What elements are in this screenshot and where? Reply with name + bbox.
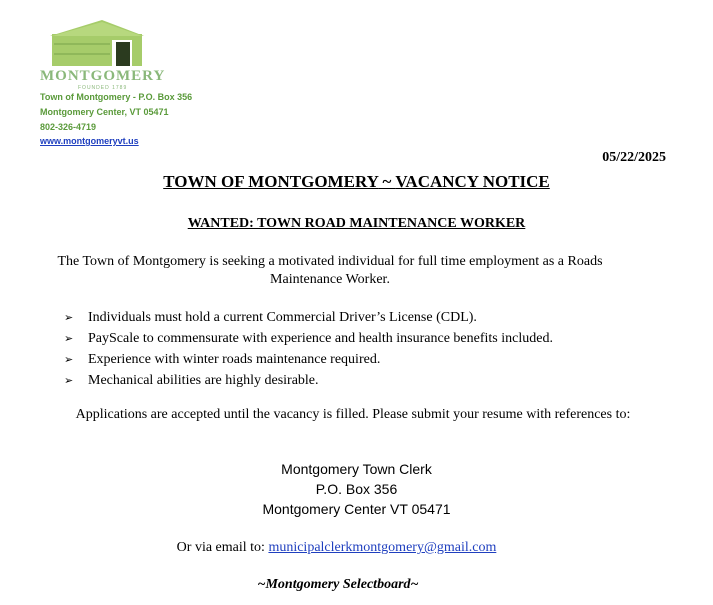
logo-subtitle: FOUNDED 1789 <box>78 85 128 91</box>
header-website-link[interactable]: www.montgomeryvt.us <box>40 136 139 146</box>
arrow-bullet-icon: ➢ <box>64 374 74 387</box>
list-item-text: Experience with winter roads maintenance required. <box>88 352 381 367</box>
list-item-text: PayScale to commensurate with experience and health insurance benefits included. <box>88 331 553 346</box>
list-item <box>64 370 553 391</box>
page-subtitle: WANTED: TOWN ROAD MAINTENANCE WORKER <box>187 216 526 231</box>
arrow-bullet-icon: ➢ <box>64 311 74 324</box>
arrow-bullet-icon: ➢ <box>64 332 74 345</box>
email-link[interactable]: municipalclerkmontgomery@gmail.com <box>268 540 497 555</box>
header-city: Montgomery Center, VT 05471 <box>40 107 169 117</box>
email-line <box>0 540 673 556</box>
apply-paragraph: Applications are accepted until the vacancy is filled. Please submit your resume with references to: <box>75 407 631 422</box>
mail-recipient: Montgomery Town Clerk <box>281 461 432 477</box>
signature: ~Montgomery Selectboard~ <box>257 577 419 592</box>
mail-city: Montgomery Center VT 05471 <box>262 501 451 517</box>
covered-bridge-icon <box>40 14 160 74</box>
header-address: Town of Montgomery - P.O. Box 356 <box>40 92 193 102</box>
email-prefix: Or via email to: <box>176 540 269 555</box>
title-part-1: TOWN OF MONTGOMERY <box>163 172 379 191</box>
logo-wordmark: MONTGOMERY <box>40 68 166 84</box>
intro-paragraph: The Town of Montgomery is seeking a motivated individual for full time employment as a Roads Maintenance Worker. <box>57 254 603 287</box>
list-item <box>64 307 553 328</box>
header-phone: 802-326-4719 <box>40 122 97 132</box>
title-part-2: VACANCY NOTICE <box>395 172 550 191</box>
list-item <box>64 328 553 349</box>
page-title <box>0 172 713 192</box>
mail-box: P.O. Box 356 <box>315 481 398 497</box>
list-item <box>64 349 553 370</box>
arrow-bullet-icon: ➢ <box>64 353 74 366</box>
list-item-text: Mechanical abilities are highly desirable. <box>88 373 319 388</box>
title-separator: ~ <box>378 172 396 191</box>
notice-date: 05/22/2025 <box>602 150 666 165</box>
list-item-text: Individuals must hold a current Commercial Driver’s License (CDL). <box>88 310 477 325</box>
requirements-list <box>64 307 553 391</box>
